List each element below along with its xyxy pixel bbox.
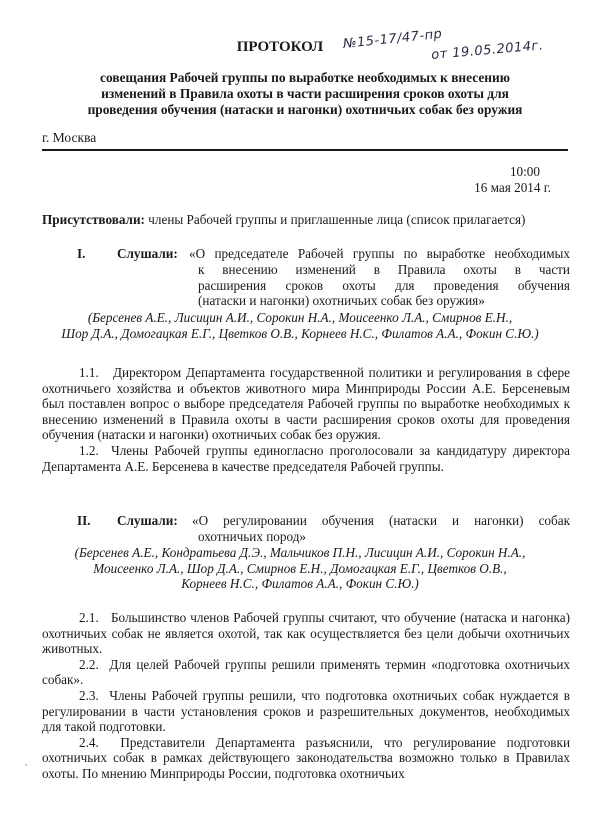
item-text: Представители Департамента разъяснили, что регулирование подготовки охотничьих собак в рамках действующего законодательства возможно только в Правилах охоты. По мнению Минприроды России, подготовка охотничьих <box>42 734 571 781</box>
item-text: Члены Рабочей группы единогласно проголосовали за кандидатуру директора Департамента А.Е. Берсенева в качестве председателя Рабочей группы. <box>42 442 571 474</box>
topic-line: к внесению изменений в Правила охоты в части <box>198 262 570 277</box>
section-1-label: Слушали: <box>117 246 178 261</box>
item-number: 1.1. <box>79 365 99 380</box>
item-2-3 <box>42 688 570 735</box>
item-2-4 <box>42 735 570 782</box>
attendees-text: члены Рабочей группы и приглашенные лица (список прилагается) <box>144 212 526 227</box>
topic-line: расширения сроков охоты для проведения обучения <box>198 277 570 293</box>
item-text: Для целей Рабочей группы решили применять термин «подготовка охотничьих собак». <box>42 656 570 688</box>
section-2-items <box>42 610 570 782</box>
attendees-line <box>42 212 572 228</box>
document-subtitle <box>60 70 550 118</box>
item-number: 2.4. <box>79 734 99 750</box>
item-number: 2.2. <box>79 656 99 672</box>
item-text: Члены Рабочей группы решили, что подготовка охотничьих собак нуждается в регулировании в части установления сроков и разрешительных документов, необходимых для такой подготовки. <box>42 687 570 735</box>
handwritten-number: №15-17/47-пр <box>342 26 444 53</box>
subtitle-line: совещания Рабочей группы по выработке необходимых к внесению <box>100 70 510 85</box>
topic-line: «О регулировании обучения (натаски и нагонки) собак <box>192 513 570 528</box>
subtitle-line: изменений в Правила охоты в части расширения сроков охоты для <box>101 86 509 101</box>
section-1-speakers <box>30 310 570 341</box>
item-1-2 <box>42 443 570 474</box>
section-1-topic <box>189 246 570 262</box>
meeting-date: 16 мая 2014 г. <box>474 180 551 195</box>
item-text: Большинство членов Рабочей группы считают, что обучение (натаска и нагонка) охотничьих собак не является охотой, так как осуществляется без цели добычи охотничьих животных. <box>42 610 571 657</box>
speakers-line: Шор Д.А., Домогацкая Е.Г., Цветков О.В., Корнеев Н.С., Филатов А.А., Фокин С.Ю.) <box>61 325 539 341</box>
topic-line: охотничьих пород» <box>198 529 307 544</box>
handwritten-date: от 19.05.2014г. <box>430 38 545 64</box>
attendees-label: Присутствовали: <box>42 212 145 227</box>
section-2-speakers <box>30 545 570 592</box>
item-text: Директором Департамента государственной политики и регулирования в сфере охотничьего хозяйства и объектов животного мира Минприроды России А.Е. Берсеневым был поставлен вопрос о выборе председателя Рабочей группы по выработке необходимых к внесению изменений в Правила охоты в части расширения сроков охоты для проведения обучения (натаски и нагонки) охотничьих собак без оружия. <box>42 365 570 443</box>
city-label: г. Москва <box>42 130 97 145</box>
section-2-label: Слушали: <box>117 513 178 528</box>
section-1-number: I. <box>77 246 86 261</box>
section-1-topic-cont <box>198 262 570 309</box>
section-2-topic <box>192 513 570 529</box>
protocol-heading: ПРОТОКОЛ <box>236 39 324 55</box>
meeting-time: 10:00 <box>509 164 540 179</box>
speakers-line: Моисеенко Л.А., Шор Д.А., Смирнов Е.Н., Домогацкая Е.Г., Цветков О.В., <box>93 560 507 576</box>
item-number: 1.2. <box>79 442 99 458</box>
item-2-1 <box>42 610 570 657</box>
speakers-line: Корнеев Н.С., Филатов А.А., Фокин С.Ю.) <box>181 576 419 592</box>
topic-line: (натаски и нагонки) охотничьих собак без оружия» <box>198 293 485 309</box>
subtitle-line: проведения обучения (натаски и нагонки) охотничьих собак без оружия <box>87 102 523 117</box>
scan-speck <box>25 764 27 766</box>
item-2-2 <box>42 657 570 688</box>
section-1-items <box>42 365 570 474</box>
section-2-number: II. <box>77 513 91 528</box>
item-1-1 <box>42 365 570 443</box>
item-number: 2.3. <box>79 687 99 703</box>
speakers-line: (Берсенев А.Е., Лисицин А.И., Сорокин Н.А., Моисеенко Л.А., Смирнов Е.Н., <box>87 310 513 325</box>
speakers-line: (Берсенев А.Е., Кондратьева Д.Э., Мальчиков П.Н., Лисицин А.И., Сорокин Н.А., <box>74 545 526 560</box>
topic-line: «О председателе Рабочей группы по выработке необходимых <box>189 246 570 261</box>
item-number: 2.1. <box>79 610 99 625</box>
horizontal-rule <box>42 149 568 151</box>
section-2-topic-cont <box>198 529 306 545</box>
